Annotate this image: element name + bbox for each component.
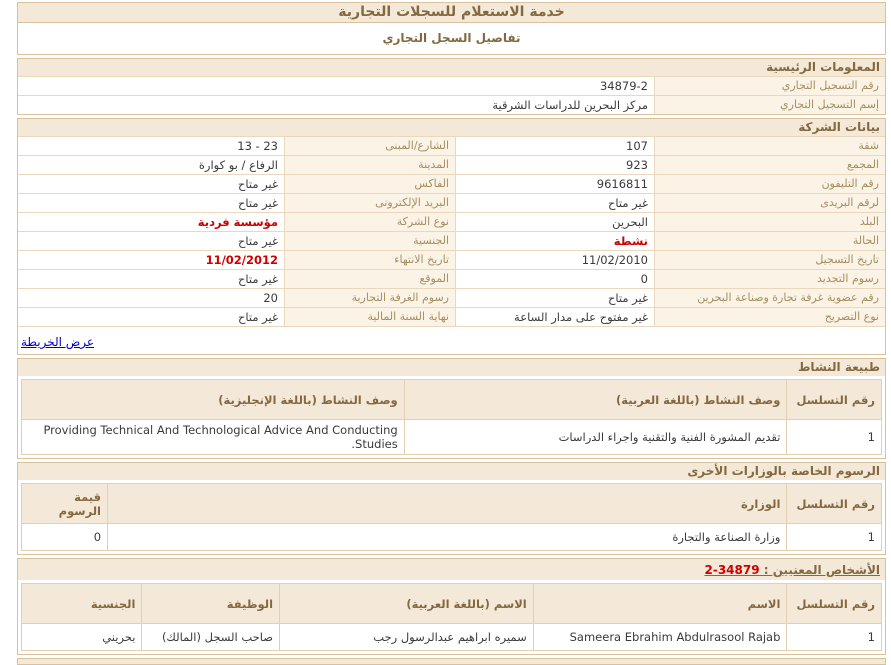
field-label: البريد الإلكترونى (284, 194, 455, 212)
fees-header-row (22, 484, 882, 524)
field-label: الفاكس (284, 175, 455, 193)
field-label: رقم التسجيل التجاري (654, 77, 885, 95)
field-value: 107 (455, 137, 654, 155)
map-link-row (18, 326, 885, 354)
field-value-status: نشطة (455, 232, 654, 250)
fee-value: 0 (22, 524, 108, 551)
field-value: 923 (455, 156, 654, 174)
section-persons (17, 558, 886, 655)
persons-link-label: الأشخاص المعنيين : (759, 563, 880, 577)
activity-header-row (22, 380, 882, 420)
activity-desc-ar: تقديم المشورة الفنية والتقنية واجراء الدراسات (404, 420, 787, 455)
field-row (18, 193, 885, 212)
fee-ministry: وزارة الصناعة والتجارة (108, 524, 787, 551)
view-map-link[interactable]: عرض الخريطة (21, 335, 95, 349)
field-label: رسوم التجديد (654, 270, 885, 288)
page-container (17, 2, 886, 665)
field-row (18, 288, 885, 307)
section-ministry-fees (17, 462, 886, 555)
col-desc-ar-header: وصف النشاط (باللغة العربية) (404, 380, 787, 420)
section-activity (17, 358, 886, 459)
field-row (18, 155, 885, 174)
person-position: صاحب السجل (المالك) (142, 624, 280, 651)
field-row (18, 95, 885, 114)
fees-row (22, 524, 882, 551)
field-value: غير متاح (237, 177, 278, 191)
fees-table-area (18, 480, 885, 554)
activity-table (21, 379, 882, 455)
field-row (18, 307, 885, 326)
field-label: الحالة (654, 232, 885, 250)
persons-table-area (18, 580, 885, 654)
section-main-info (17, 58, 886, 115)
field-value-company-type: مؤسسة فردية (197, 215, 278, 229)
field-value: غير متاح (455, 289, 654, 307)
field-label: إسم التسجيل التجاري (654, 96, 885, 114)
field-label: رقم التليفون (654, 175, 885, 193)
field-row (18, 174, 885, 193)
field-label: تاريخ الانتهاء (284, 251, 455, 269)
next-section-stub (17, 658, 886, 665)
persons-header-row (22, 584, 882, 624)
field-row (18, 231, 885, 250)
field-label: شقة (654, 137, 885, 155)
field-row (18, 250, 885, 269)
field-row (18, 212, 885, 231)
person-nationality: بحريني (22, 624, 142, 651)
col-serial-header: رقم التسلسل (787, 584, 882, 624)
activity-row (22, 420, 882, 455)
person-name-ar: سميره ابراهيم عبدالرسول رجب (280, 624, 534, 651)
persons-header-bar (18, 559, 885, 580)
col-name-en-header: الاسم (533, 584, 787, 624)
page-subtitle: تفاصيل السجل التجاري (17, 23, 886, 55)
fees-table (21, 483, 882, 551)
field-value: 9616811 (455, 175, 654, 193)
field-label: تاريخ التسجيل (654, 251, 885, 269)
col-nationality-header: الجنسية (22, 584, 142, 624)
field-row (18, 136, 885, 155)
person-name-en: Sameera Ebrahim Abdulrasool Rajab (533, 624, 787, 651)
field-label: البلد (654, 213, 885, 231)
person-row (22, 624, 882, 651)
ministry-fees-header: الرسوم الخاصة بالوزارات الأخرى (18, 463, 885, 480)
col-ministry-header: الوزارة (108, 484, 787, 524)
field-label: المجمع (654, 156, 885, 174)
col-serial-header: رقم التسلسل (787, 380, 882, 420)
field-label: الشارع/المبنى (284, 137, 455, 155)
person-serial: 1 (787, 624, 882, 651)
field-value: الرفاع / بو كوارة (198, 158, 278, 172)
main-info-header: المعلومات الرئيسية (18, 59, 885, 76)
col-name-ar-header: الاسم (باللغة العربية) (280, 584, 534, 624)
field-label: رسوم الغرفة التجارية (284, 289, 455, 307)
company-data-header: بيانات الشركة (18, 119, 885, 136)
activity-serial: 1 (787, 420, 882, 455)
field-label: الموقع (284, 270, 455, 288)
field-label: نوع التصريح (654, 308, 885, 326)
col-desc-en-header: وصف النشاط (باللغة الإنجليزية) (22, 380, 405, 420)
persons-table (21, 583, 882, 651)
field-value: 34879-2 (599, 79, 648, 93)
activity-header: طبيعة النشاط (18, 359, 885, 376)
record-number: 2-34879 (704, 563, 760, 577)
field-row (18, 76, 885, 95)
field-label: رقم عضوية غرفة تجارة وصناعة البحرين (654, 289, 885, 307)
field-row (18, 269, 885, 288)
field-label: الجنسية (284, 232, 455, 250)
field-value: 13 - 23 (237, 139, 278, 153)
field-value: غير متاح (237, 310, 278, 324)
field-value: غير متاح (237, 196, 278, 210)
field-value: غير متاح (455, 194, 654, 212)
field-value: غير مفتوح على مدار الساعة (455, 308, 654, 326)
field-value: غير متاح (237, 272, 278, 286)
field-label: نهاية السنة المالية (284, 308, 455, 326)
field-value: مركز البحرين للدراسات الشرقية (492, 98, 648, 112)
field-value: غير متاح (237, 234, 278, 248)
field-label: المدينة (284, 156, 455, 174)
field-value: 11/02/2010 (455, 251, 654, 269)
col-serial-header: رقم التسلسل (787, 484, 882, 524)
field-value-expiry-date: 11/02/2012 (205, 253, 278, 267)
col-position-header: الوظيفة (142, 584, 280, 624)
page-title: خدمة الاستعلام للسجلات التجارية (17, 2, 886, 23)
persons-record-link[interactable] (705, 563, 881, 577)
field-label: لرقم البريدى (654, 194, 885, 212)
activity-table-area (18, 376, 885, 458)
col-fee-header: قيمة الرسوم (22, 484, 108, 524)
fee-serial: 1 (787, 524, 882, 551)
section-company-data (17, 118, 886, 355)
activity-desc-en: Providing Technical And Technological Advice And Conducting Studies. (22, 420, 405, 455)
field-value: البحرين (455, 213, 654, 231)
field-value: 20 (263, 291, 278, 305)
field-label: نوع الشركة (284, 213, 455, 231)
field-value: 0 (455, 270, 654, 288)
